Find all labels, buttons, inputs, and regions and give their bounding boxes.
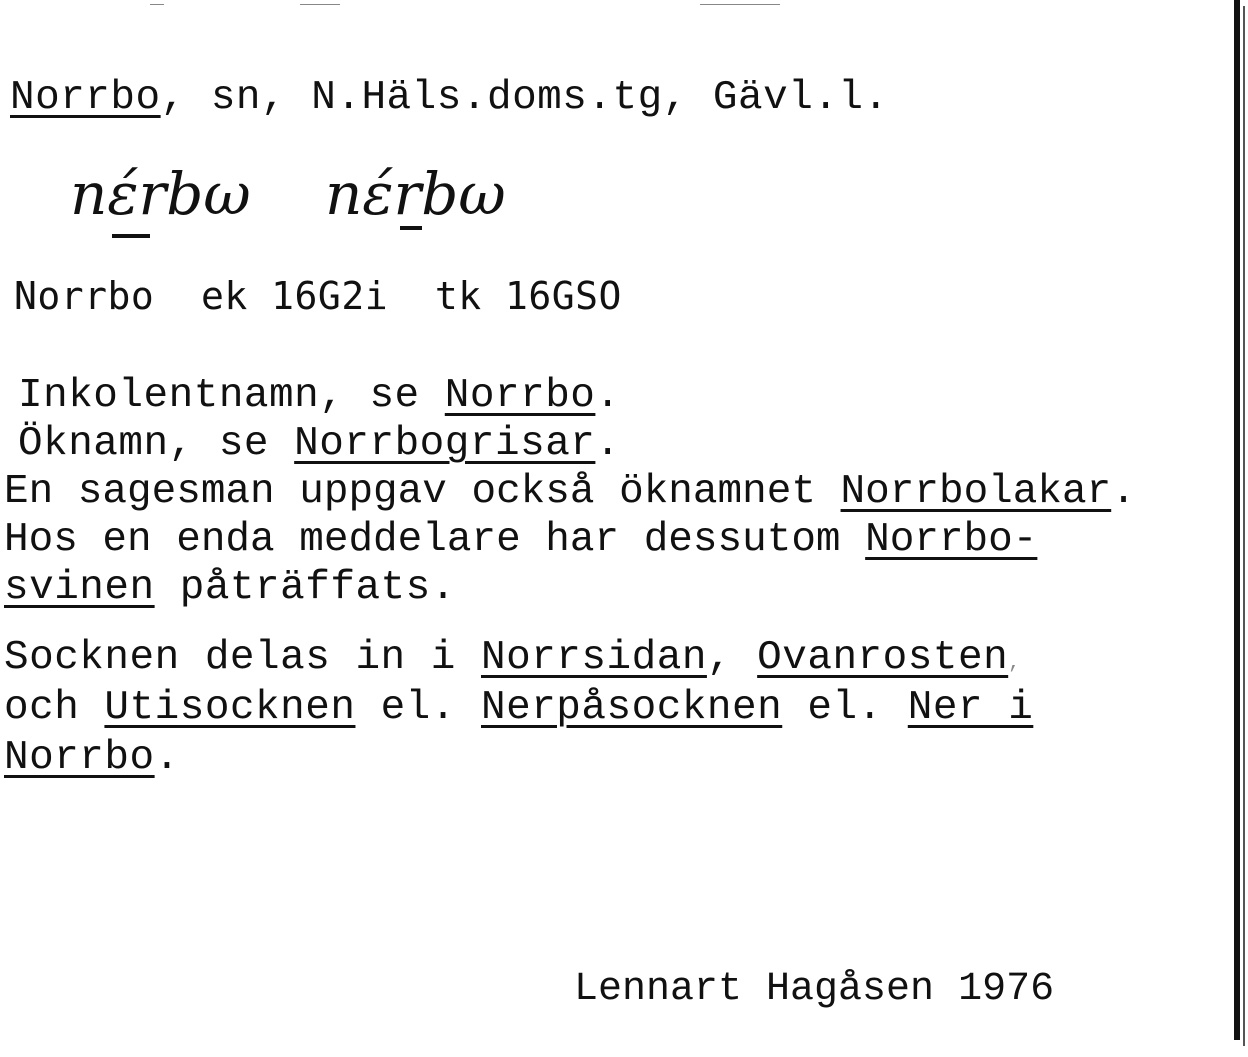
signature: Lennart Hagåsen 1976 <box>574 967 1055 1012</box>
socknen-och: och <box>4 685 105 731</box>
inkolent-label: Inkolentnamn, se <box>18 373 445 419</box>
card-header <box>10 74 889 122</box>
card-edge-shadow <box>1243 6 1245 1046</box>
scan-speck <box>700 4 780 5</box>
socknen-text: Socknen delas in i <box>4 635 481 681</box>
inkolent-suffix: . <box>595 373 621 419</box>
oknamn-label: Öknamn, se <box>18 421 295 467</box>
socknen-sep: el. <box>782 685 908 731</box>
socknen-ref-utisocknen: Utisocknen <box>104 685 356 731</box>
meddelare-ref-part2: svinen <box>4 565 155 611</box>
socknen-sep: , <box>1008 652 1021 675</box>
pronunciation-form-1: nɛ́rbω <box>70 160 251 228</box>
oknamn-ref: Norrbogrisar <box>294 421 596 467</box>
header-details: , sn, N.Häls.doms.tg, Gävl.l. <box>160 75 889 121</box>
sources-line <box>14 272 622 320</box>
meddelare-text: Hos en enda meddelare har dessutom <box>4 517 866 563</box>
meddelare-line-2 <box>4 564 456 612</box>
socknen-line-3 <box>4 734 180 782</box>
headword: Norrbo <box>10 75 161 121</box>
scan-speck <box>150 4 164 5</box>
socknen-ref-norrbo: Norrbo <box>4 735 155 781</box>
meddelare-line-1 <box>4 516 1037 564</box>
oknamn-suffix: . <box>595 421 621 467</box>
sagesman-line <box>4 468 1136 516</box>
meddelare-suffix: påträffats. <box>154 565 456 611</box>
sagesman-suffix: . <box>1111 469 1136 515</box>
socknen-ref-ovanrosten: Ovanrosten <box>757 635 1009 681</box>
pronunciation-handwritten <box>70 148 550 253</box>
socknen-ref-ner-i: Ner i <box>907 685 1034 731</box>
inkolent-ref: Norrbo <box>444 373 596 419</box>
inkolent-line <box>18 372 621 420</box>
socknen-line-2 <box>4 684 1033 732</box>
sagesman-ref: Norrbolakar <box>840 469 1112 515</box>
source-tk: tk 16GSO <box>434 274 622 318</box>
socknen-line-1 <box>4 634 1021 688</box>
scan-speck <box>300 4 340 5</box>
source-name: Norrbo <box>14 274 155 318</box>
oknamn-line <box>18 420 621 468</box>
socknen-sep: , <box>706 635 758 681</box>
card-edge <box>1234 0 1240 1040</box>
sagesman-text: En sagesman uppgav också öknamnet <box>4 469 841 515</box>
pronunciation-svg <box>70 148 550 248</box>
socknen-sep: el. <box>355 685 481 731</box>
meddelare-ref-part1: Norrbo- <box>865 517 1038 563</box>
socknen-ref-nerpasocknen: Nerpåsocknen <box>481 685 783 731</box>
socknen-suffix: . <box>154 735 180 781</box>
socknen-ref-norrsidan: Norrsidan <box>480 635 707 681</box>
source-ek: ek 16G2i <box>201 274 389 318</box>
pronunciation-form-2: nɛ́rbω <box>325 160 506 228</box>
